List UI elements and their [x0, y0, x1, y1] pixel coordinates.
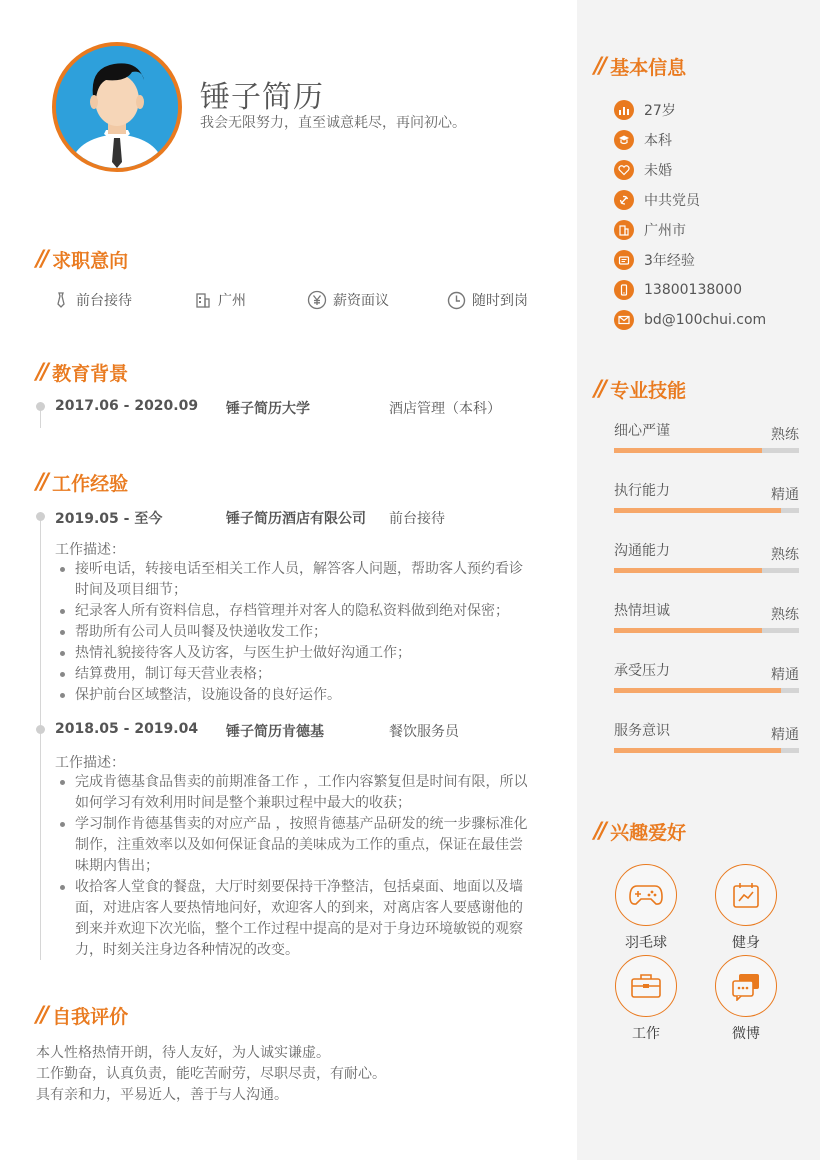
hobby-label: 微博: [732, 1026, 760, 1042]
info-phone: [614, 275, 766, 305]
party-icon: [614, 190, 634, 210]
skill-bar: [614, 628, 799, 633]
info-politics: [614, 185, 766, 215]
section-title-self: [36, 1002, 128, 1029]
skill-bar-fill: [614, 568, 762, 573]
info-age: [614, 95, 766, 125]
skill-level: 熟练: [771, 607, 799, 623]
hobby-item: [706, 864, 786, 952]
basic-info-list: [614, 95, 766, 335]
edu-period: 2017.06 - 2020.09: [55, 398, 199, 414]
skill-name: 承受压力: [614, 663, 670, 679]
skill-level: 熟练: [771, 427, 799, 443]
skill-bar: [614, 568, 799, 573]
hobby-ring: [715, 955, 777, 1017]
self-eval-line: 本人性格热情开朗，待人友好，为人诚实谦虚。: [36, 1045, 330, 1061]
gamepad-icon: [629, 883, 663, 907]
list-item: 热情礼貌接待客人及访客，与医生护士做好沟通工作；: [58, 643, 533, 664]
self-eval-line: 工作勤奋，认真负责，能吃苦耐劳，尽职尽责，有耐心。: [36, 1066, 386, 1082]
skill-level: 熟练: [771, 547, 799, 563]
list-item: 完成肯德基食品售卖的前期准备工作 ，工作内容繁复但是时间有限，所以如何学习有效利用时间是整个兼职过程中最大的收获；: [58, 772, 533, 814]
info-city: [614, 215, 766, 245]
section-title-text: 专业技能: [610, 380, 687, 402]
skill-row: [614, 420, 799, 480]
skill-name: 执行能力: [614, 483, 670, 499]
heart-icon: [614, 160, 634, 180]
list-item: 帮助所有公司人员叫餐及快递收发工作；: [58, 622, 533, 643]
section-title-education: [36, 359, 128, 386]
toolbox-icon: [630, 972, 662, 1000]
intent-city: [194, 290, 307, 310]
chat-icon: [730, 971, 762, 1001]
intent-position: [52, 290, 194, 310]
timeline-dot: [36, 402, 45, 411]
skill-bar-fill: [614, 748, 781, 753]
chart-board-icon: [731, 880, 761, 910]
intent-salary-text: 薪资面议: [333, 293, 389, 309]
title-slash-icon: //: [594, 377, 605, 402]
timeline-dot: [36, 725, 45, 734]
list-item: 保护前台区域整洁，设施设备的良好运作。: [58, 685, 533, 706]
intent-arrival-text: 随时到岗: [472, 293, 528, 309]
job-desc-label: 工作描述：: [55, 755, 125, 771]
phone-icon: [614, 280, 634, 300]
list-item: 收拾客人堂食的餐盘，大厅时刻要保持干净整洁，包括桌面、地面以及墙面，对进店客人要热情地问好，欢迎客人的到来，对离店客人要感谢他的到来并欢迎下次光临，整个工作过程中提高的是对于身边环境敏锐的观察力，时刻关注身边各种情况的改变。: [58, 877, 533, 961]
title-slash-icon: //: [36, 470, 47, 495]
title-slash-icon: //: [594, 54, 605, 79]
briefcase-icon: [614, 250, 634, 270]
title-slash-icon: //: [36, 360, 47, 385]
job-desc-label: 工作描述：: [55, 542, 125, 558]
intent-salary: [307, 290, 447, 310]
section-title-text: 工作经验: [52, 473, 129, 495]
list-item: 纪录客人所有资料信息，存档管理并对客人的隐私资料做到绝对保密；: [58, 601, 533, 622]
skill-bar: [614, 508, 799, 513]
hobby-item: [606, 955, 686, 1043]
avatar: [52, 42, 182, 172]
list-item: 结算费用，制订每天营业表格；: [58, 664, 533, 685]
section-title-intent: [36, 246, 128, 273]
intent-row: [52, 290, 552, 310]
skill-row: [614, 540, 799, 600]
job-bullets: [58, 559, 533, 706]
hobby-label: 羽毛球: [625, 935, 667, 951]
yen-icon: [307, 290, 327, 310]
info-text: 27岁: [644, 103, 676, 119]
profile-name: 锤子简历: [200, 80, 324, 115]
job-period: 2018.05 - 2019.04: [55, 721, 199, 737]
cap-icon: [614, 130, 634, 150]
skill-level: 精通: [771, 667, 799, 683]
skill-bar: [614, 688, 799, 693]
job-title: 前台接待: [389, 511, 445, 527]
skill-bar-fill: [614, 448, 762, 453]
title-slash-icon: //: [36, 1003, 47, 1028]
mail-icon: [614, 310, 634, 330]
info-education: [614, 125, 766, 155]
skill-name: 细心严谨: [614, 423, 670, 439]
job-title: 餐饮服务员: [389, 724, 459, 740]
skill-bar-fill: [614, 508, 781, 513]
avatar-illustration: [56, 46, 178, 168]
hobby-ring: [715, 864, 777, 926]
info-text: 13800138000: [644, 282, 742, 298]
hobby-label: 健身: [732, 935, 760, 951]
title-slash-icon: //: [36, 247, 47, 272]
job-bullets: [58, 772, 533, 961]
intent-city-text: 广州: [218, 293, 246, 309]
info-email: [614, 305, 766, 335]
list-item: 接听电话，转接电话至相关工作人员，解答客人问题，帮助客人预约看诊时间及项目细节；: [58, 559, 533, 601]
info-text: bd@100chui.com: [644, 312, 767, 328]
skill-name: 热情坦诚: [614, 603, 670, 619]
bar-chart-icon: [614, 100, 634, 120]
timeline-line: [40, 512, 41, 960]
skill-level: 精通: [771, 487, 799, 503]
job-period: 2019.05 - 至今: [55, 511, 163, 527]
info-text: 广州市: [644, 223, 686, 239]
skill-name: 服务意识: [614, 723, 670, 739]
building-icon: [194, 291, 212, 309]
section-title-text: 自我评价: [52, 1006, 129, 1028]
edu-school: 锤子简历大学: [226, 401, 310, 417]
hobby-item: [706, 955, 786, 1043]
edu-major: 酒店管理（本科）: [389, 401, 501, 417]
info-text: 本科: [644, 133, 672, 149]
skill-bar-fill: [614, 688, 781, 693]
skill-row: [614, 600, 799, 660]
self-eval-line: 具有亲和力，平易近人，善于与人沟通。: [36, 1087, 288, 1103]
list-item: 学习制作肯德基售卖的对应产品 ，按照肯德基产品研发的统一步骤标准化制作，注重效率以及如何保证食品的美味成为工作的重点，保证在最佳尝味期内售出；: [58, 814, 533, 877]
info-text: 未婚: [644, 163, 672, 179]
job-company: 锤子简历酒店有限公司: [226, 511, 366, 527]
section-title-text: 教育背景: [52, 363, 129, 385]
self-evaluation: [36, 1043, 386, 1106]
skill-row: [614, 480, 799, 540]
section-title-hobbies: [594, 818, 686, 845]
hobby-ring: [615, 864, 677, 926]
intent-position-text: 前台接待: [76, 293, 132, 309]
skill-bar: [614, 748, 799, 753]
section-title-basic: [594, 53, 686, 80]
info-marital: [614, 155, 766, 185]
section-title-text: 求职意向: [52, 250, 129, 272]
job-company: 锤子简历肯德基: [226, 724, 324, 740]
building-icon: [614, 220, 634, 240]
hobby-item: [606, 864, 686, 952]
info-text: 中共党员: [644, 193, 700, 209]
section-title-work: [36, 469, 128, 496]
skill-row: [614, 660, 799, 720]
hobby-label: 工作: [632, 1026, 660, 1042]
info-text: 3年经验: [644, 253, 695, 269]
intent-arrival: [447, 290, 528, 310]
hobby-ring: [615, 955, 677, 1017]
section-title-text: 兴趣爱好: [610, 822, 687, 844]
skill-bar: [614, 448, 799, 453]
title-slash-icon: //: [594, 819, 605, 844]
section-title-text: 基本信息: [610, 57, 687, 79]
section-title-skills: [594, 376, 686, 403]
info-experience: [614, 245, 766, 275]
clock-icon: [447, 291, 466, 310]
skill-level: 精通: [771, 727, 799, 743]
skill-bar-fill: [614, 628, 762, 633]
tie-icon: [52, 291, 70, 309]
timeline-dot: [36, 512, 45, 521]
profile-motto: 我会无限努力，直至诚意耗尽，再问初心。: [200, 115, 466, 131]
skill-row: [614, 720, 799, 780]
skill-name: 沟通能力: [614, 543, 670, 559]
